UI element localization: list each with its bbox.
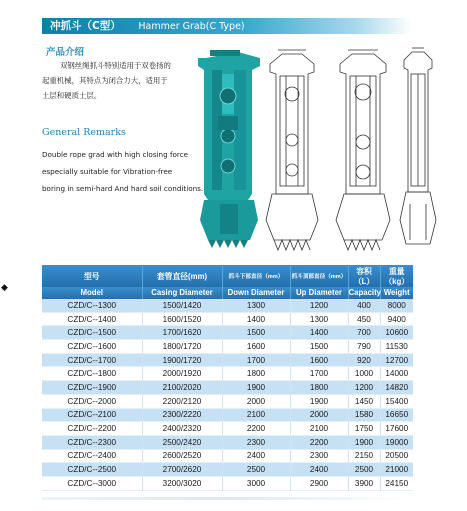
table-cell: 2150 <box>348 449 380 463</box>
table-cell: 9400 <box>380 312 413 326</box>
table-cell: CZD/C--2000 <box>42 394 142 408</box>
table-cell: 2000/1920 <box>142 367 222 381</box>
table-cell: 2900 <box>290 476 348 490</box>
table-cell: 2200/2120 <box>142 394 222 408</box>
table-cell: 1750 <box>348 422 380 436</box>
table-cell: 14820 <box>380 381 413 395</box>
table-cell: 2300 <box>222 435 290 449</box>
table-cell: 3200/3020 <box>142 476 222 490</box>
table-row <box>42 353 413 367</box>
table-cell: CZD/C--2100 <box>42 408 142 422</box>
table-cell: 2400/2320 <box>142 422 222 436</box>
page-title <box>50 18 245 34</box>
table-cell: 20500 <box>380 449 413 463</box>
table-header-row-en <box>42 287 413 299</box>
diamond-bullet-icon: ◆ <box>1 283 8 293</box>
title-en: Hammer Grab(C Type) <box>138 21 245 32</box>
table-cell: CZD/C--2500 <box>42 463 142 477</box>
table-cell: 1400 <box>290 326 348 340</box>
table-cell: 21000 <box>380 463 413 477</box>
table-cell: 2000 <box>290 408 348 422</box>
table-row <box>42 435 413 449</box>
header-cell: 重量（kg） <box>380 265 413 287</box>
table-cell: 1900 <box>290 394 348 408</box>
table-cell: 450 <box>348 312 380 326</box>
header-cell: 抓斗下部直径（mm） <box>222 265 290 287</box>
table-row <box>42 381 413 395</box>
table-cell: 2300 <box>290 449 348 463</box>
table-cell: 700 <box>348 326 380 340</box>
table-cell: 1200 <box>348 381 380 395</box>
table-row <box>42 476 413 490</box>
table-cell: 1580 <box>348 408 380 422</box>
table-row <box>42 367 413 381</box>
table-cell: 1800 <box>222 367 290 381</box>
specifications-table <box>42 265 413 491</box>
table-row <box>42 340 413 354</box>
table-cell: CZD/C--1500 <box>42 326 142 340</box>
table-cell: 1700/1620 <box>142 326 222 340</box>
intro-cn-heading: 产品介绍 <box>46 47 85 58</box>
table-cell: 2600/2520 <box>142 449 222 463</box>
table-cell: CZD/C--1600 <box>42 340 142 354</box>
hammer-grab-illustrations <box>198 44 438 256</box>
remarks-en-text <box>42 146 217 197</box>
table-cell: 1900 <box>348 435 380 449</box>
table-row <box>42 463 413 477</box>
table-cell: 1300 <box>290 312 348 326</box>
table-cell: 2400 <box>222 449 290 463</box>
intro-cn-text <box>42 58 200 103</box>
table-cell: 1600 <box>290 353 348 367</box>
header-cell: 套管直径(mm) <box>142 265 222 287</box>
table-cell: 2100 <box>222 408 290 422</box>
table-cell: CZD/C--1700 <box>42 353 142 367</box>
table-cell: 2500/2420 <box>142 435 222 449</box>
table-cell: 16650 <box>380 408 413 422</box>
header-cell: Weight <box>380 287 413 299</box>
remarks-en-line: boring in semi-hard And hard soil conditions. <box>42 184 204 193</box>
table-cell: 12700 <box>380 353 413 367</box>
table-row <box>42 299 413 312</box>
table-cell: 400 <box>348 299 380 312</box>
table-cell: 1800 <box>290 381 348 395</box>
table-cell: 15400 <box>380 394 413 408</box>
hammer-grab-render-image <box>198 50 260 248</box>
table-cell: CZD/C--2400 <box>42 449 142 463</box>
table-cell: CZD/C--1400 <box>42 312 142 326</box>
table-cell: 920 <box>348 353 380 367</box>
table-cell: 1000 <box>348 367 380 381</box>
table-cell: CZD/C--3000 <box>42 476 142 490</box>
table-row <box>42 408 413 422</box>
table-cell: CZD/C--1900 <box>42 381 142 395</box>
table-cell: 790 <box>348 340 380 354</box>
footer-bar <box>42 497 412 500</box>
table-header-row-cn <box>42 265 413 287</box>
table-body <box>42 299 413 490</box>
remarks-en-heading: General Remarks <box>42 127 126 138</box>
intro-cn-line: 双钢丝绳抓斗特别适用于双卷扬的 <box>60 61 171 70</box>
table-cell: 1600 <box>222 340 290 354</box>
table-cell: CZD/C--2200 <box>42 422 142 436</box>
header-cell: Up Diameter <box>290 287 348 299</box>
hammer-grab-side-view-drawing <box>336 50 390 250</box>
table-cell: CZD/C--1300 <box>42 299 142 312</box>
table-row <box>42 449 413 463</box>
table-cell: 1300 <box>222 299 290 312</box>
table-row <box>42 326 413 340</box>
intro-cn-line: 土层和硬质土层。 <box>42 91 102 100</box>
table-cell: 2700/2620 <box>142 463 222 477</box>
table-row <box>42 394 413 408</box>
table-cell: 1500 <box>290 340 348 354</box>
table-cell: 1900/1720 <box>142 353 222 367</box>
header-cell: Down Diameter <box>222 287 290 299</box>
table-cell: 17600 <box>380 422 413 436</box>
table-cell: 1700 <box>290 367 348 381</box>
table-cell: 2200 <box>222 422 290 436</box>
table-cell: 2200 <box>290 435 348 449</box>
hammer-grab-front-view-drawing <box>266 50 318 250</box>
table-cell: 1400 <box>222 312 290 326</box>
table-cell: 19000 <box>380 435 413 449</box>
table-cell: 10600 <box>380 326 413 340</box>
remarks-en-line: Double rope grad with high closing force <box>42 150 189 159</box>
header-cell: Capacity <box>348 287 380 299</box>
table-row <box>42 422 413 436</box>
table-cell: 14000 <box>380 367 413 381</box>
intro-cn-line: 起重机械，其特点为闭合力大，适用于 <box>42 76 168 85</box>
table-cell: 2100/2020 <box>142 381 222 395</box>
header-cell: 抓斗顶部直径（mm） <box>290 265 348 287</box>
title-cn: 冲抓斗（C型） <box>50 20 121 32</box>
header-cell: 容积（L） <box>348 265 380 287</box>
table-cell: 2300/2220 <box>142 408 222 422</box>
table-cell: 1900 <box>222 381 290 395</box>
remarks-en-line: especially suitable for Vibration-free <box>42 167 173 176</box>
table-cell: 1700 <box>222 353 290 367</box>
table-cell: CZD/C--1800 <box>42 367 142 381</box>
table-cell: 24150 <box>380 476 413 490</box>
table-cell: 1500/1420 <box>142 299 222 312</box>
table-cell: 3000 <box>222 476 290 490</box>
table-cell: 1450 <box>348 394 380 408</box>
table-cell: 11530 <box>380 340 413 354</box>
table-cell: 8000 <box>380 299 413 312</box>
table-row <box>42 312 413 326</box>
table-cell: 2000 <box>222 394 290 408</box>
table-cell: CZD/C--2300 <box>42 435 142 449</box>
table-cell: 1200 <box>290 299 348 312</box>
table-cell: 1600/1520 <box>142 312 222 326</box>
header-cell: Casing Diameter <box>142 287 222 299</box>
header-cell: Model <box>42 287 142 299</box>
hammer-grab-profile-drawing <box>400 48 436 244</box>
table-cell: 2500 <box>348 463 380 477</box>
table-cell: 2100 <box>290 422 348 436</box>
table-cell: 1800/1720 <box>142 340 222 354</box>
table-cell: 1500 <box>222 326 290 340</box>
table-cell: 2500 <box>222 463 290 477</box>
table-cell: 2400 <box>290 463 348 477</box>
header-cell: 型号 <box>42 265 142 287</box>
table-cell: 3900 <box>348 476 380 490</box>
